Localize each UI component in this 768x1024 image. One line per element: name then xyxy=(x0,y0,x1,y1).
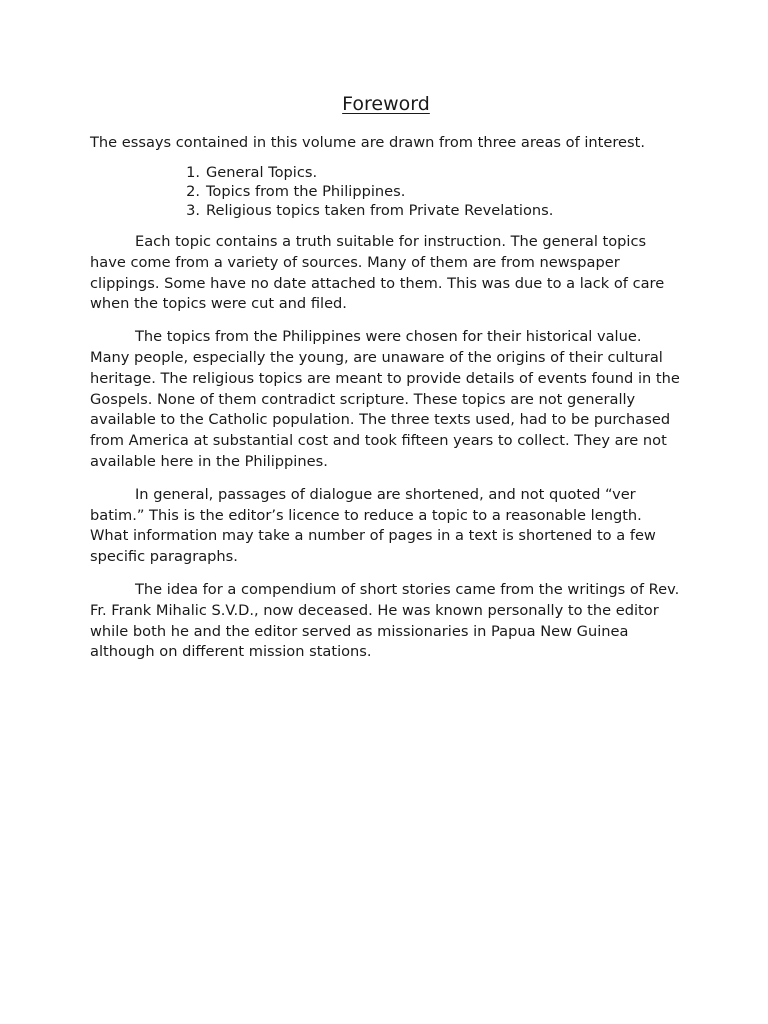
topic-list xyxy=(90,163,682,220)
page-title: Foreword xyxy=(342,93,430,115)
list-item-text: Topics from the Philippines. xyxy=(206,183,406,200)
list-item xyxy=(90,201,682,220)
list-item-number: 3. xyxy=(186,202,200,219)
body-paragraph: The idea for a compendium of short stories came from the writings of Rev. Fr. Frank Mihalic S.V.D., now deceased. He was known personally to the editor while both he and the editor served as missionaries in Papua New Guinea although on different mission stations. xyxy=(90,580,680,661)
document-page xyxy=(90,92,682,675)
list-item-text: Religious topics taken from Private Revelations. xyxy=(206,202,554,219)
body-paragraph: Each topic contains a truth suitable for instruction. The general topics have come from a variety of sources. Many of them are from newspaper clippings. Some have no date attached to them. This was due to a lack of care when the topics were cut and filed. xyxy=(90,233,665,313)
body-paragraph: The topics from the Philippines were chosen for their historical value. Many people, especially the young, are unaware of the origins of their cultural heritage. The religious topics are meant to provide details of events found in the Gospels. None of them contradict scripture. These topics are not generally available to the Catholic population. The three texts used, had to be purchased from America at substantial cost and took fifteen years to collect. They are not available here in the Philippines. xyxy=(90,328,680,470)
list-item xyxy=(90,182,682,201)
list-item-text: General Topics. xyxy=(206,164,318,181)
intro-paragraph: The essays contained in this volume are drawn from three areas of interest. xyxy=(90,134,645,151)
list-item xyxy=(90,163,682,182)
list-item-number: 2. xyxy=(186,183,200,200)
body-paragraph: In general, passages of dialogue are shortened, and not quoted “ver batim.” This is the editor’s licence to reduce a topic to a reasonable length. What information may take a number of pages in a text is shortened to a few specific paragraphs. xyxy=(90,485,656,566)
list-item-number: 1. xyxy=(186,164,200,181)
